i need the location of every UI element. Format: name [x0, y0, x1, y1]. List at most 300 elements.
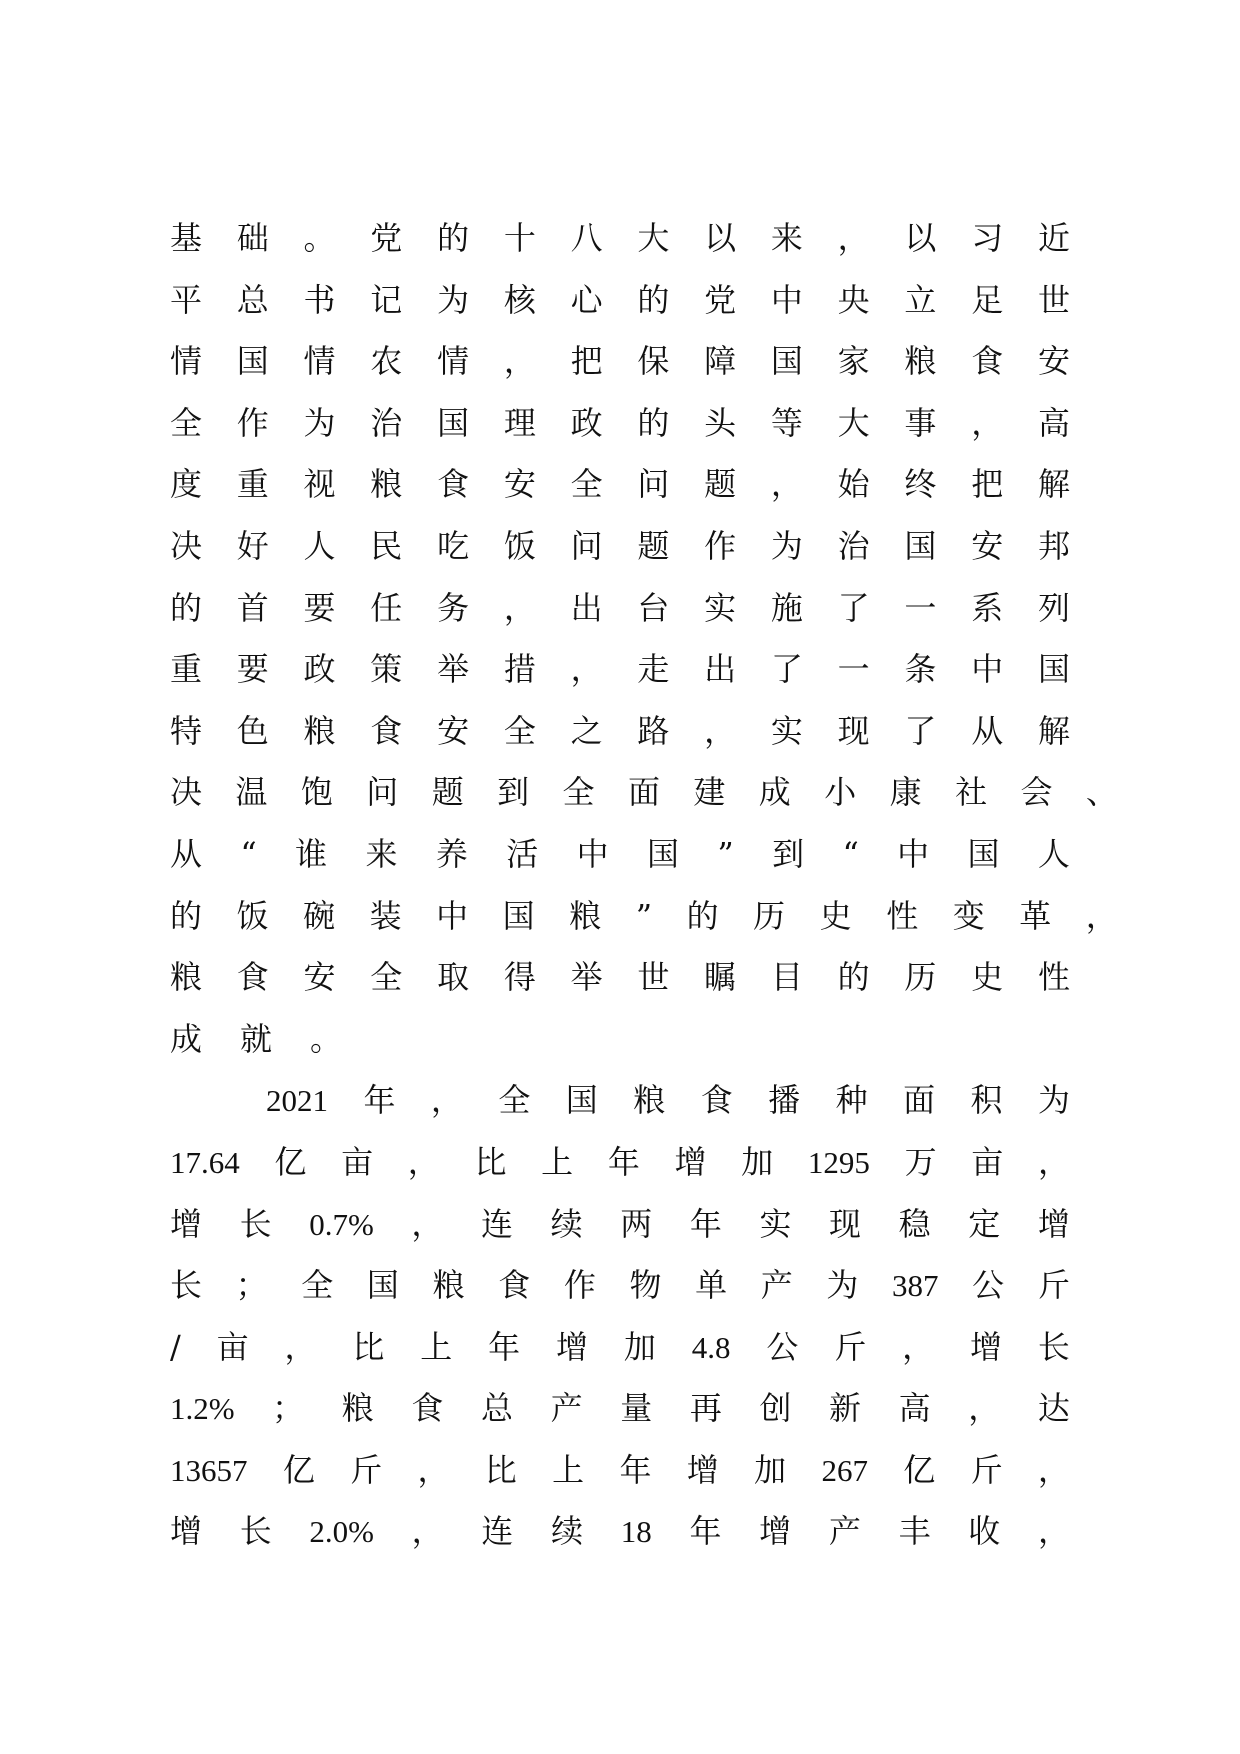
text-token: 13657 — [170, 1452, 248, 1488]
text-line — [170, 886, 1118, 948]
text-token: 八 — [570, 219, 603, 257]
text-token: 好 — [236, 526, 269, 565]
text-token: ， — [430, 1081, 463, 1120]
text-line — [170, 208, 1070, 270]
text-token: 的 — [437, 219, 470, 257]
text-token: 台 — [637, 588, 670, 627]
text-token: 定 — [968, 1204, 1001, 1243]
text-token: 事 — [904, 403, 937, 442]
text-token: 近 — [1037, 219, 1070, 257]
text-token: 粮 — [633, 1081, 666, 1120]
text-token: 为 — [437, 280, 470, 319]
text-token: 面 — [903, 1081, 936, 1120]
text-token: 央 — [837, 280, 870, 319]
text-token: 比 — [352, 1327, 385, 1366]
text-token: 加 — [754, 1450, 787, 1489]
text-token: 了 — [904, 711, 937, 750]
text-token: 立 — [904, 280, 937, 319]
text-token: 础 — [236, 219, 269, 257]
text-token: 系 — [971, 588, 1004, 627]
text-token: 加 — [741, 1142, 774, 1181]
text-token: “ — [240, 834, 257, 873]
text-token: ， — [1037, 1512, 1070, 1551]
text-token: 食 — [971, 342, 1004, 381]
text-token: 比 — [474, 1142, 507, 1181]
text-token: ， — [902, 1327, 935, 1366]
text-token: 人 — [303, 526, 336, 565]
text-token: 国 — [904, 526, 937, 565]
text-token: 变 — [952, 896, 985, 935]
text-token: 亩 — [216, 1327, 249, 1366]
text-line — [170, 639, 1070, 701]
text-token: 心 — [570, 280, 603, 319]
text-token: 粮 — [370, 465, 403, 504]
text-token: 、 — [1085, 773, 1118, 812]
text-token: 大 — [637, 219, 670, 257]
text-token: 吃 — [437, 526, 470, 565]
text-token: 高 — [898, 1389, 931, 1428]
text-line — [170, 1501, 1070, 1563]
text-token: ； — [235, 1266, 268, 1305]
text-token: 世 — [637, 958, 670, 997]
text-token: 民 — [370, 526, 403, 565]
text-token: 作 — [563, 1266, 596, 1305]
text-token: 267 — [821, 1452, 868, 1488]
text-token: 始 — [837, 465, 870, 504]
text-token: ” — [717, 834, 734, 873]
text-token: 粮 — [303, 711, 336, 750]
text-token: 387 — [892, 1268, 939, 1304]
text-token: 全 — [370, 958, 403, 997]
text-token: 加 — [623, 1327, 656, 1366]
text-token: 政 — [303, 650, 336, 689]
text-token: 续 — [550, 1204, 583, 1243]
paragraph — [170, 1070, 1070, 1563]
text-token: 度 — [170, 465, 203, 504]
text-token: 安 — [1037, 342, 1070, 381]
text-token: 长 — [1037, 1327, 1070, 1366]
text-token: 习 — [971, 219, 1004, 257]
text-token: 党 — [704, 280, 737, 319]
text-token: 来 — [770, 219, 803, 257]
text-token: 国 — [770, 342, 803, 381]
text-token: 足 — [971, 280, 1004, 319]
text-token: 斤 — [970, 1450, 1003, 1489]
text-token: 举 — [437, 650, 470, 689]
text-token: 为 — [770, 526, 803, 565]
text-token: 亿 — [903, 1450, 936, 1489]
text-token: 为 — [303, 403, 336, 442]
text-token: 亿 — [282, 1450, 315, 1489]
text-token: 食 — [437, 465, 470, 504]
text-token: 社 — [955, 773, 988, 812]
text-token: 情 — [437, 342, 470, 381]
text-token: 年 — [689, 1512, 722, 1551]
text-token: 上 — [541, 1142, 574, 1181]
text-token: 年 — [607, 1142, 640, 1181]
text-token: 食 — [236, 958, 269, 997]
text-token: 性 — [886, 896, 919, 935]
text-token: 了 — [837, 588, 870, 627]
text-token: ， — [704, 711, 737, 750]
text-token: 目 — [770, 958, 803, 997]
text-token: 终 — [904, 465, 937, 504]
text-token: 之 — [570, 711, 603, 750]
text-token: ， — [417, 1450, 450, 1489]
text-token: 全 — [170, 403, 203, 442]
text-token: ； — [272, 1389, 305, 1428]
text-token: ， — [1037, 1450, 1070, 1489]
text-token: 养 — [435, 834, 468, 873]
text-token: 粮 — [341, 1389, 374, 1428]
text-token: 的 — [637, 403, 670, 442]
text-token: 题 — [704, 465, 737, 504]
text-token: 情 — [170, 342, 203, 381]
text-token: 总 — [236, 280, 269, 319]
text-token: 斤 — [1037, 1266, 1070, 1305]
text-token: 增 — [970, 1327, 1003, 1366]
text-token: / — [170, 1327, 181, 1366]
text-token: 路 — [637, 711, 670, 750]
body-text — [170, 208, 1118, 1563]
text-token: 把 — [570, 342, 603, 381]
text-line — [170, 762, 1118, 824]
text-token: 为 — [1037, 1081, 1070, 1120]
text-token: 到 — [497, 773, 530, 812]
text-token: 革 — [1019, 896, 1052, 935]
text-token: 。 — [310, 1019, 343, 1058]
text-token: 积 — [970, 1081, 1003, 1120]
text-token: 决 — [170, 773, 203, 812]
text-token: 量 — [620, 1389, 653, 1428]
text-token: 一 — [904, 588, 937, 627]
text-token: 性 — [1037, 958, 1070, 997]
text-token: 政 — [570, 403, 603, 442]
text-token: 全 — [503, 711, 536, 750]
text-token: 国 — [1037, 650, 1070, 689]
text-token: 从 — [170, 834, 203, 873]
text-token: 题 — [431, 773, 464, 812]
text-token: 邦 — [1037, 526, 1070, 565]
text-token: 历 — [753, 896, 786, 935]
text-token: 装 — [369, 896, 402, 935]
text-token: 长 — [170, 1266, 203, 1305]
text-token: 特 — [170, 711, 203, 750]
text-token: 现 — [829, 1204, 862, 1243]
text-line — [170, 393, 1070, 455]
text-token: ， — [1085, 896, 1118, 935]
text-token: ， — [503, 588, 536, 627]
text-token: 增 — [759, 1512, 792, 1551]
text-token: 增 — [1037, 1204, 1070, 1243]
text-token: 一 — [837, 650, 870, 689]
text-token: 基 — [170, 219, 203, 257]
text-token: ， — [411, 1512, 444, 1551]
text-token: 条 — [904, 650, 937, 689]
text-token: 国 — [502, 896, 535, 935]
text-token: 增 — [170, 1204, 203, 1243]
text-token: 的 — [686, 896, 719, 935]
text-token: 中 — [576, 834, 609, 873]
text-token: 国 — [967, 834, 1000, 873]
text-token: 斤 — [834, 1327, 867, 1366]
text-token: 活 — [506, 834, 539, 873]
text-token: 大 — [837, 403, 870, 442]
text-token: 小 — [824, 773, 857, 812]
text-token: 中 — [971, 650, 1004, 689]
text-token: 从 — [971, 711, 1004, 750]
text-token: 安 — [503, 465, 536, 504]
text-token: 的 — [170, 896, 203, 935]
text-token: 现 — [837, 711, 870, 750]
text-token: 18 — [620, 1514, 652, 1550]
text-line — [170, 1317, 1070, 1379]
text-token: 把 — [971, 465, 1004, 504]
text-token: 连 — [481, 1512, 514, 1551]
text-token: 亩 — [971, 1142, 1004, 1181]
text-token: 十 — [503, 219, 536, 257]
text-token: 0.7% — [309, 1206, 374, 1242]
text-token: 保 — [637, 342, 670, 381]
text-token: 史 — [819, 896, 852, 935]
text-token: 全 — [498, 1081, 531, 1120]
text-token: 国 — [366, 1266, 399, 1305]
text-token: 增 — [686, 1450, 719, 1489]
text-token: 以 — [704, 219, 737, 257]
text-token: 2021 — [266, 1083, 328, 1119]
text-token: 饱 — [300, 773, 333, 812]
text-token: 情 — [303, 342, 336, 381]
text-token: ， — [503, 342, 536, 381]
text-token: 单 — [695, 1266, 728, 1305]
text-token: 列 — [1037, 588, 1070, 627]
text-token: 走 — [637, 650, 670, 689]
text-token: 得 — [503, 958, 536, 997]
text-token: 等 — [770, 403, 803, 442]
text-token: 中 — [770, 280, 803, 319]
text-token: 面 — [627, 773, 660, 812]
text-token: 粮 — [904, 342, 937, 381]
text-token: 增 — [170, 1512, 203, 1551]
text-line — [170, 454, 1070, 516]
text-token: 产 — [828, 1512, 861, 1551]
text-token: 的 — [837, 958, 870, 997]
text-line — [170, 1070, 1070, 1132]
text-token: 上 — [552, 1450, 585, 1489]
text-token: ” — [635, 896, 653, 935]
text-token: 产 — [550, 1389, 583, 1428]
text-token: 高 — [1037, 403, 1070, 442]
text-token: 视 — [303, 465, 336, 504]
text-token: ， — [570, 650, 603, 689]
text-token: 记 — [370, 280, 403, 319]
text-line — [170, 701, 1070, 763]
text-token: 物 — [629, 1266, 662, 1305]
text-token: 康 — [889, 773, 922, 812]
text-token: 的 — [637, 280, 670, 319]
text-token: 年 — [363, 1081, 396, 1120]
text-token: 17.64 — [170, 1144, 240, 1180]
text-token: 理 — [503, 403, 536, 442]
text-token: 公 — [766, 1327, 799, 1366]
text-token: 国 — [236, 342, 269, 381]
text-token: 问 — [366, 773, 399, 812]
text-token: 举 — [570, 958, 603, 997]
text-token: 治 — [370, 403, 403, 442]
text-token: 措 — [503, 650, 536, 689]
text-token: 食 — [498, 1266, 531, 1305]
text-line — [170, 1194, 1070, 1256]
text-line — [170, 947, 1070, 1009]
text-token: 瞩 — [704, 958, 737, 997]
text-token: 长 — [239, 1512, 272, 1551]
text-line — [170, 1440, 1070, 1502]
text-token: 播 — [768, 1081, 801, 1120]
text-token: 饭 — [236, 896, 269, 935]
text-token: 到 — [772, 834, 805, 873]
text-token: 解 — [1037, 465, 1070, 504]
text-token: 两 — [620, 1204, 653, 1243]
text-token: 安 — [303, 958, 336, 997]
text-token: 任 — [370, 588, 403, 627]
text-token: 治 — [837, 526, 870, 565]
text-line — [170, 578, 1070, 640]
text-token: 决 — [170, 526, 203, 565]
text-token: 色 — [236, 711, 269, 750]
text-token: 年 — [689, 1204, 722, 1243]
text-line — [170, 1255, 1070, 1317]
text-token: 收 — [968, 1512, 1001, 1551]
text-token: 1295 — [807, 1144, 870, 1180]
text-token: 要 — [236, 650, 269, 689]
text-token: 国 — [565, 1081, 598, 1120]
text-token: 年 — [619, 1450, 652, 1489]
text-token: 公 — [972, 1266, 1005, 1305]
text-token: 中 — [897, 834, 930, 873]
text-token: 食 — [370, 711, 403, 750]
text-token: 产 — [760, 1266, 793, 1305]
text-line — [170, 1378, 1070, 1440]
text-token: 国 — [646, 834, 679, 873]
text-token: 全 — [562, 773, 595, 812]
text-token: 总 — [481, 1389, 514, 1428]
text-line — [170, 1009, 1070, 1071]
text-token: 重 — [170, 650, 203, 689]
text-token: 谁 — [295, 834, 328, 873]
text-line — [170, 331, 1070, 393]
text-token: 中 — [436, 896, 469, 935]
text-token: 头 — [704, 403, 737, 442]
text-token: 1.2% — [170, 1391, 235, 1427]
text-token: 续 — [551, 1512, 584, 1551]
text-token: 书 — [303, 280, 336, 319]
text-token: 亿 — [274, 1142, 307, 1181]
text-token: 全 — [570, 465, 603, 504]
paragraph — [170, 208, 1118, 1070]
text-token: 策 — [370, 650, 403, 689]
text-token: 出 — [704, 650, 737, 689]
text-token: ， — [1037, 1142, 1070, 1181]
text-token: 粮 — [432, 1266, 465, 1305]
text-token: 成 — [758, 773, 791, 812]
text-token: ， — [971, 403, 1004, 442]
text-token: 问 — [570, 526, 603, 565]
text-token: 达 — [1037, 1389, 1070, 1428]
text-token: 要 — [303, 588, 336, 627]
text-token: 世 — [1037, 280, 1070, 319]
text-token: ， — [411, 1204, 444, 1243]
text-token: ， — [770, 465, 803, 504]
text-token: 家 — [837, 342, 870, 381]
text-token: 平 — [170, 280, 203, 319]
text-token: 就 — [240, 1019, 273, 1058]
text-token: 国 — [437, 403, 470, 442]
text-token: 取 — [437, 958, 470, 997]
text-token: 长 — [239, 1204, 272, 1243]
text-line — [170, 516, 1070, 578]
text-token: 亩 — [341, 1142, 374, 1181]
text-token: 丰 — [898, 1512, 931, 1551]
text-token: 连 — [481, 1204, 514, 1243]
text-token: 饭 — [503, 526, 536, 565]
text-token: 比 — [484, 1450, 517, 1489]
text-token: 粮 — [569, 896, 602, 935]
text-token: 历 — [904, 958, 937, 997]
text-token: 作 — [704, 526, 737, 565]
text-token: 人 — [1037, 834, 1070, 873]
text-line — [170, 824, 1070, 886]
text-token: ， — [968, 1389, 1001, 1428]
text-token: 安 — [437, 711, 470, 750]
text-token: 农 — [370, 342, 403, 381]
text-token: 实 — [770, 711, 803, 750]
text-token: 4.8 — [691, 1329, 731, 1365]
text-token: 创 — [759, 1389, 792, 1428]
text-token: 实 — [759, 1204, 792, 1243]
text-token: 核 — [503, 280, 536, 319]
text-token: 稳 — [898, 1204, 931, 1243]
text-token: 种 — [835, 1081, 868, 1120]
text-token: 再 — [689, 1389, 722, 1428]
text-token: 施 — [770, 588, 803, 627]
text-token: 题 — [637, 526, 670, 565]
text-token: 增 — [556, 1327, 589, 1366]
text-token: 实 — [704, 588, 737, 627]
text-token: 温 — [235, 773, 268, 812]
text-token: ， — [407, 1142, 440, 1181]
text-line — [170, 1132, 1070, 1194]
text-line — [170, 270, 1070, 332]
text-token: 党 — [370, 219, 403, 257]
text-token: 增 — [674, 1142, 707, 1181]
text-token: 。 — [303, 219, 336, 257]
text-token: 了 — [770, 650, 803, 689]
text-token: 出 — [570, 588, 603, 627]
text-token: ， — [284, 1327, 317, 1366]
text-token: 碗 — [303, 896, 336, 935]
text-token: 的 — [170, 588, 203, 627]
text-token: ， — [837, 219, 870, 257]
text-token: 年 — [488, 1327, 521, 1366]
text-token: 首 — [236, 588, 269, 627]
text-token: 万 — [904, 1142, 937, 1181]
text-token: 食 — [700, 1081, 733, 1120]
text-token: 2.0% — [309, 1514, 374, 1550]
text-token: 来 — [365, 834, 398, 873]
text-token: 食 — [411, 1389, 444, 1428]
text-token: 新 — [829, 1389, 862, 1428]
text-token: 建 — [693, 773, 726, 812]
